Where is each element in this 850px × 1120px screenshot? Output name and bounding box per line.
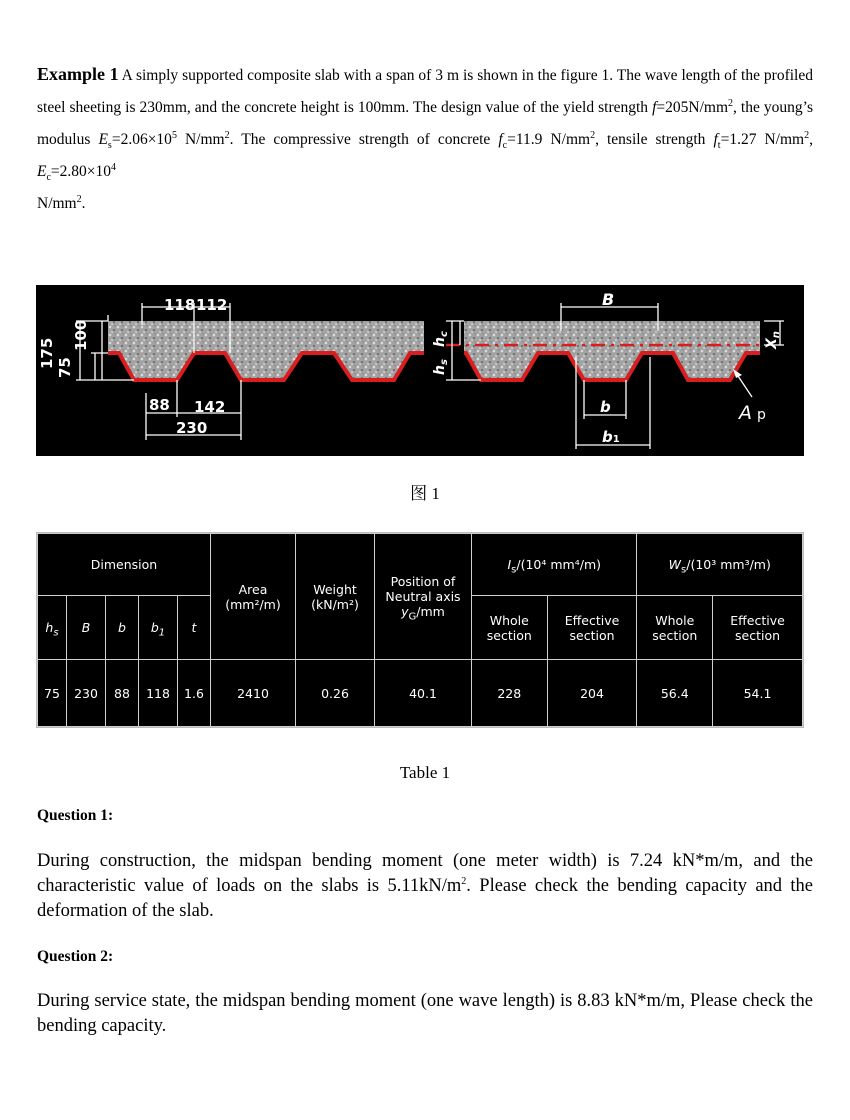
label-Ap-sub: p bbox=[757, 407, 766, 423]
dim-88: 88 bbox=[149, 396, 170, 414]
cell-t: 1.6 bbox=[178, 660, 211, 727]
cell-B: 230 bbox=[67, 660, 106, 727]
cell-b1: 118 bbox=[139, 660, 178, 727]
dim-175: 175 bbox=[38, 337, 56, 369]
dim-112: 112 bbox=[196, 296, 228, 314]
th-is-whole: Whole section bbox=[472, 596, 548, 660]
th-ws-effective: Effective section bbox=[713, 596, 803, 660]
th-is-effective: Effective section bbox=[547, 596, 637, 660]
example-text-2: , the young’s modulus bbox=[37, 99, 813, 148]
ft-value: =1.27 N/mm bbox=[720, 131, 805, 148]
example-text-3: . The compressive strength of concrete bbox=[229, 131, 499, 148]
cell-hs: 75 bbox=[38, 660, 67, 727]
label-hc-sub: c bbox=[439, 331, 450, 338]
cell-weight: 0.26 bbox=[296, 660, 375, 727]
question-2-text: During service state, the midspan bending moment (one wave length) is 8.83 kN*m/m, Please check the bending capacity. bbox=[37, 991, 813, 1036]
th-dimension: Dimension bbox=[38, 534, 211, 596]
right-slab-section bbox=[432, 290, 784, 449]
dim-230: 230 bbox=[176, 419, 208, 437]
cell-is-effective: 204 bbox=[547, 660, 637, 727]
table-caption: Table 1 bbox=[399, 763, 451, 782]
label-Ap: A bbox=[739, 402, 752, 424]
example-text-5: N/mm bbox=[37, 195, 77, 212]
dim-100: 100 bbox=[72, 319, 90, 351]
left-slab-section bbox=[38, 296, 424, 440]
th-t: t bbox=[178, 596, 211, 660]
cell-b: 88 bbox=[106, 660, 139, 727]
dim-75: 75 bbox=[56, 357, 74, 378]
th-hs: $h_s$ bbox=[38, 596, 67, 660]
th-area: Area (mm²/m) bbox=[211, 534, 296, 660]
label-hs-sub: s bbox=[439, 359, 450, 366]
label-b: b bbox=[600, 398, 611, 416]
th-b: b bbox=[106, 596, 139, 660]
th-weight: Weight (kN/m²) bbox=[296, 534, 375, 660]
ec-exp: 4 bbox=[111, 161, 117, 173]
example-text-4: , tensile strength bbox=[595, 131, 714, 148]
cell-neutral-axis: 40.1 bbox=[375, 660, 472, 727]
figure-caption: 图 1 bbox=[410, 484, 440, 503]
example-paragraph: Example 1 A simply supported composite slab with a span of 3 m is shown in the figure 1. The wave length of the profiled steel sheeting is 230mm, and the concrete height is 100mm. The design value of the yield strength $f=205N/mm^2$, the young’s modulus $E_s=2.06\times 10^5$ $N/mm^2$. The compressive strength of concrete $f_c=11.9$ $N/mm^2$, tensile strength $f_t=1.27$ $N/mm^2$, $E_c=2.80\times 10^4$ $N/mm^2$. bbox=[37, 64, 813, 212]
cell-is-whole: 228 bbox=[472, 660, 548, 727]
yield-strength-value: =205N/mm bbox=[656, 99, 729, 116]
th-neutral-axis: Position of Neutral axis $y_G/mm$ bbox=[375, 534, 472, 660]
label-xn: X bbox=[764, 338, 780, 349]
es-unit: N/mm bbox=[176, 131, 225, 148]
cell-ws-whole: 56.4 bbox=[637, 660, 713, 727]
ec-value: =2.80×10 bbox=[50, 163, 112, 180]
label-hc: h bbox=[432, 337, 448, 347]
label-b1: b bbox=[602, 428, 613, 446]
label-hs: h bbox=[432, 365, 448, 375]
question-1-title: Question 1: bbox=[37, 807, 114, 824]
dim-142: 142 bbox=[194, 398, 226, 416]
question-1-text: During construction, the midspan bending moment (one meter width) is 7.24 kN*m/m, and the characteristic value of loads on the slabs is $5.11kN/m^2$. Please check the bending capacity and the deformation of the slab. bbox=[37, 851, 813, 921]
svg-text:b1 bbox=[602, 428, 620, 446]
svg-text:Xn bbox=[764, 331, 782, 350]
example-lead: Example 1 bbox=[37, 64, 119, 84]
es-value: =2.06×10 bbox=[111, 131, 172, 148]
slab-cross-section-figure bbox=[36, 285, 804, 456]
question-2-title: Question 2: bbox=[37, 948, 114, 965]
cell-area: 2410 bbox=[211, 660, 296, 727]
section-properties-table bbox=[36, 532, 804, 728]
fc-value: =11.9 N/mm bbox=[507, 131, 591, 148]
label-B: B bbox=[602, 290, 615, 309]
th-section-modulus: $W_s/(10^3$ mm³/m) bbox=[637, 534, 803, 596]
label-b1-sub: 1 bbox=[612, 434, 620, 445]
dim-118: 118 bbox=[164, 296, 196, 314]
table-row bbox=[38, 660, 803, 727]
th-B: B bbox=[67, 596, 106, 660]
cell-ws-effective: 54.1 bbox=[713, 660, 803, 727]
svg-text:hs bbox=[432, 359, 450, 375]
example-text-1: A simply supported composite slab with a span of 3 m is shown in the figure 1. The wave length of the profiled steel sheeting is 230mm, and the concrete height is 100mm. The design value of the yield strength bbox=[37, 67, 813, 116]
label-xn-sub: n bbox=[771, 331, 782, 339]
th-moment-of-inertia: $I_s/(10^4$ mm⁴/m) bbox=[472, 534, 637, 596]
th-b1: $b_1$ bbox=[139, 596, 178, 660]
svg-text:hc bbox=[432, 331, 450, 347]
es-exp: 5 bbox=[171, 129, 177, 141]
th-ws-whole: Whole section bbox=[637, 596, 713, 660]
